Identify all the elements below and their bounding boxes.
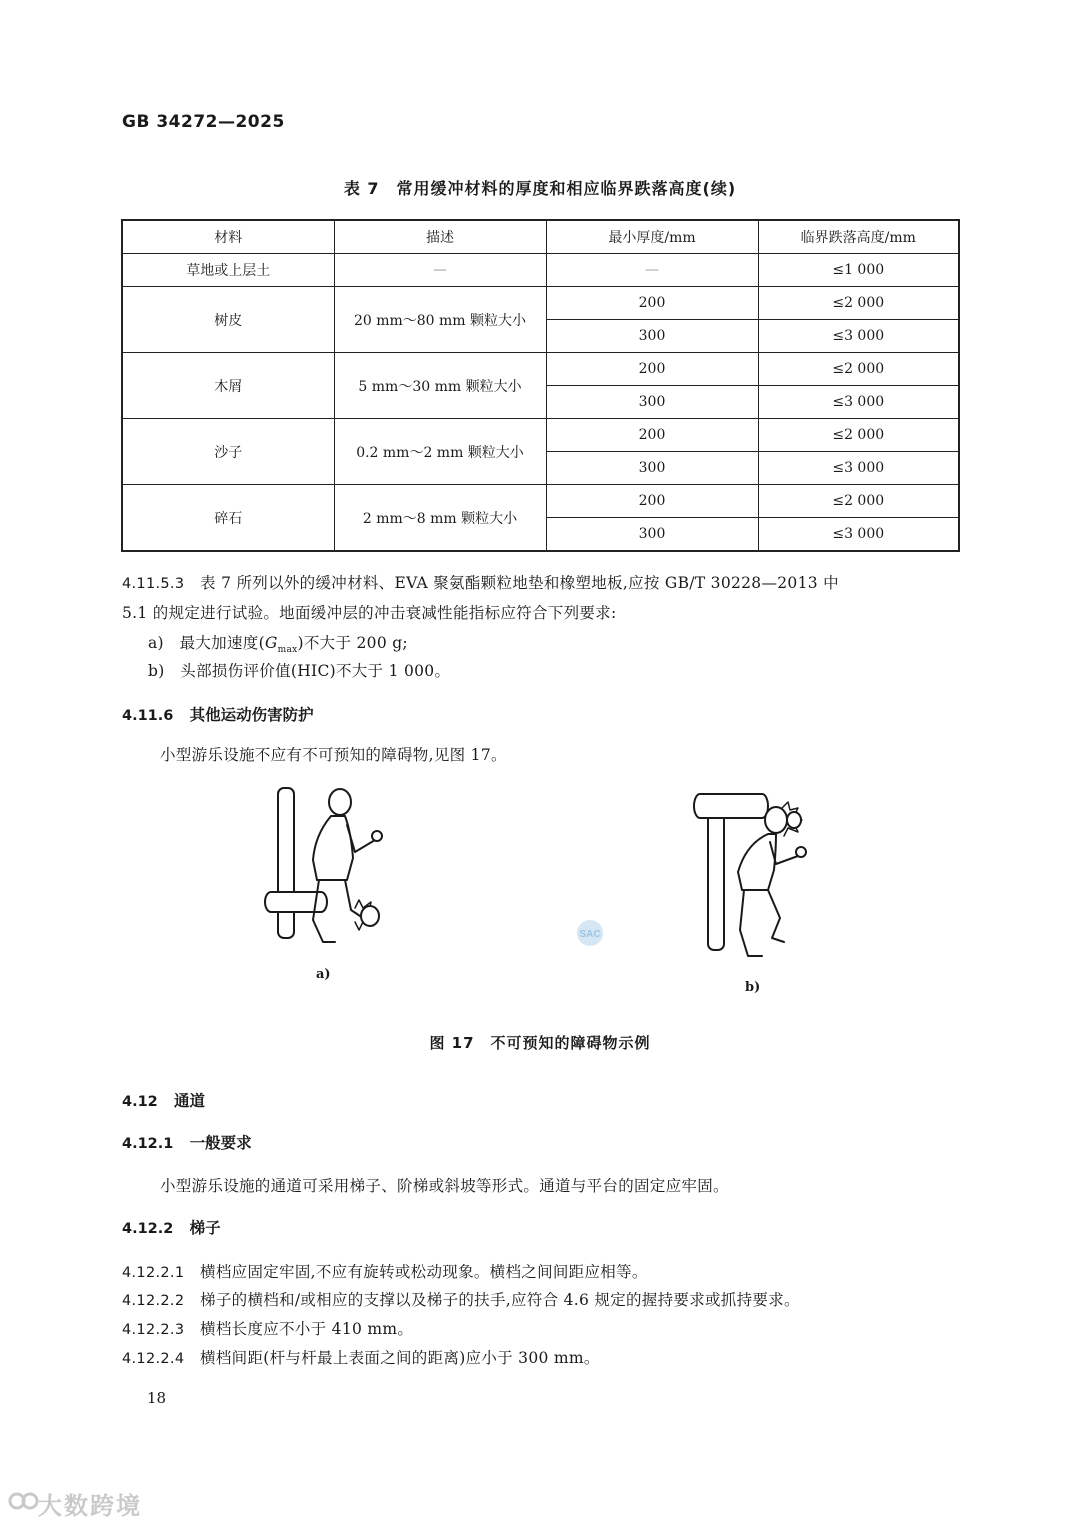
figure-17a-knee-obstacle xyxy=(255,780,405,960)
cell-description: 5 mm～30 mm 颗粒大小 xyxy=(334,353,546,419)
table-row xyxy=(122,485,959,518)
cell-thickness: 300 xyxy=(546,518,758,552)
clause-number: 4.12.2.2 xyxy=(122,1293,185,1309)
cell-material: 木屑 xyxy=(122,353,334,419)
cell-description: 2 mm～8 mm 颗粒大小 xyxy=(334,485,546,552)
list-label: b) xyxy=(148,662,165,680)
cell-thickness: 200 xyxy=(546,353,758,386)
standard-number: GB 34272—2025 xyxy=(122,112,285,132)
cell-height: ≤3 000 xyxy=(758,518,959,552)
cell-description: — xyxy=(334,254,546,287)
cell-height: ≤3 000 xyxy=(758,320,959,353)
list-item-b xyxy=(148,659,450,681)
cell-description: 20 mm～80 mm 颗粒大小 xyxy=(334,287,546,353)
watermark-text: 大数跨境 xyxy=(38,1492,142,1520)
cell-material: 草地或上层土 xyxy=(122,254,334,287)
cell-height: ≤2 000 xyxy=(758,287,959,320)
clause-4-12-2-3 xyxy=(122,1317,413,1339)
cell-material: 碎石 xyxy=(122,485,334,552)
clause-number: 4.12.1 xyxy=(122,1136,174,1152)
clause-text: 表 7 所列以外的缓冲材料、EVA 聚氨酯颗粒地垫和橡塑地板,应按 GB/T 30228—2013 中 xyxy=(200,574,839,592)
col-header-critical-height: 临界跌落高度/mm xyxy=(758,220,959,254)
clause-4-11-6-heading xyxy=(122,703,314,725)
gmax-symbol: G xyxy=(264,634,278,652)
page-number: 18 xyxy=(147,1389,167,1407)
watermark-logo-icon xyxy=(8,1488,40,1514)
table-row xyxy=(122,419,959,452)
figure-17b-head-obstacle xyxy=(690,780,820,970)
figure-17b-label: b) xyxy=(745,980,761,995)
col-header-min-thickness: 最小厚度/mm xyxy=(546,220,758,254)
cell-thickness: — xyxy=(546,254,758,287)
cell-thickness: 300 xyxy=(546,386,758,419)
clause-4-12-2-4 xyxy=(122,1346,600,1368)
list-text-pre: 最大加速度( xyxy=(179,634,265,652)
clause-title: 梯子 xyxy=(189,1219,221,1237)
table-row xyxy=(122,287,959,320)
materials-table xyxy=(121,219,960,552)
cell-thickness: 200 xyxy=(546,287,758,320)
table-header-row xyxy=(122,220,959,254)
cell-material: 树皮 xyxy=(122,287,334,353)
clause-title: 一般要求 xyxy=(189,1134,252,1152)
clause-number: 4.11.5.3 xyxy=(122,576,185,592)
clause-text: 横档应固定牢固,不应有旋转或松动现象。横档之间间距应相等。 xyxy=(200,1263,648,1281)
gmax-subscript: max xyxy=(277,645,298,656)
figure-caption: 图 17 不可预知的障碍物示例 xyxy=(429,1034,651,1052)
cell-thickness: 200 xyxy=(546,485,758,518)
list-item-a xyxy=(148,631,408,655)
cell-thickness: 200 xyxy=(546,419,758,452)
cell-thickness: 300 xyxy=(546,320,758,353)
clause-4-12-2-1 xyxy=(122,1260,648,1282)
cell-height: ≤2 000 xyxy=(758,485,959,518)
clause-number: 4.12.2.4 xyxy=(122,1351,185,1367)
col-header-description: 描述 xyxy=(334,220,546,254)
clause-text: 横档长度应不小于 410 mm。 xyxy=(200,1320,414,1338)
clause-4-12-heading xyxy=(122,1089,205,1111)
cell-height: ≤2 000 xyxy=(758,353,959,386)
table-row xyxy=(122,254,959,287)
clause-number: 4.11.6 xyxy=(122,708,174,724)
clause-4-12-2-2 xyxy=(122,1288,800,1310)
cell-description: 0.2 mm～2 mm 颗粒大小 xyxy=(334,419,546,485)
clause-4-12-2-heading xyxy=(122,1216,221,1238)
clause-text: 梯子的横档和/或相应的支撑以及梯子的扶手,应符合 4.6 规定的握持要求或抓持要求。 xyxy=(200,1291,800,1309)
table-title: 表 7 常用缓冲材料的厚度和相应临界跌落高度(续) xyxy=(343,179,737,198)
clause-4-12-1-heading xyxy=(122,1131,252,1153)
table-row xyxy=(122,353,959,386)
clause-number: 4.12.2 xyxy=(122,1221,174,1237)
cell-height: ≤1 000 xyxy=(758,254,959,287)
cell-material: 沙子 xyxy=(122,419,334,485)
cell-height: ≤3 000 xyxy=(758,452,959,485)
figure-17a-label: a) xyxy=(316,967,331,982)
list-text: 头部损伤评价值(HIC)不大于 1 000。 xyxy=(180,662,451,680)
clause-title: 其他运动伤害防护 xyxy=(189,706,314,724)
clause-number: 4.12.2.1 xyxy=(122,1265,185,1281)
col-header-material: 材料 xyxy=(122,220,334,254)
cell-height: ≤2 000 xyxy=(758,419,959,452)
clause-text-continued: 5.1 的规定进行试验。地面缓冲层的冲击衰减性能指标应符合下列要求: xyxy=(122,604,617,622)
list-label: a) xyxy=(148,634,164,652)
list-text-post: )不大于 200 g; xyxy=(297,634,408,652)
clause-4-12-1-text: 小型游乐设施的通道可采用梯子、阶梯或斜坡等形式。通道与平台的固定应牢固。 xyxy=(160,1177,729,1195)
clause-4-11-6-text: 小型游乐设施不应有不可预知的障碍物,见图 17。 xyxy=(160,746,507,764)
sac-watermark-text: SAC xyxy=(579,929,601,940)
clause-number: 4.12 xyxy=(122,1094,158,1110)
sac-watermark-logo xyxy=(570,918,610,948)
clause-4-11-5-3 xyxy=(122,571,839,593)
clause-title: 通道 xyxy=(173,1092,205,1110)
clause-text: 横档间距(杆与杆最上表面之间的距离)应小于 300 mm。 xyxy=(200,1349,600,1367)
cell-height: ≤3 000 xyxy=(758,386,959,419)
cell-thickness: 300 xyxy=(546,452,758,485)
clause-number: 4.12.2.3 xyxy=(122,1322,185,1338)
